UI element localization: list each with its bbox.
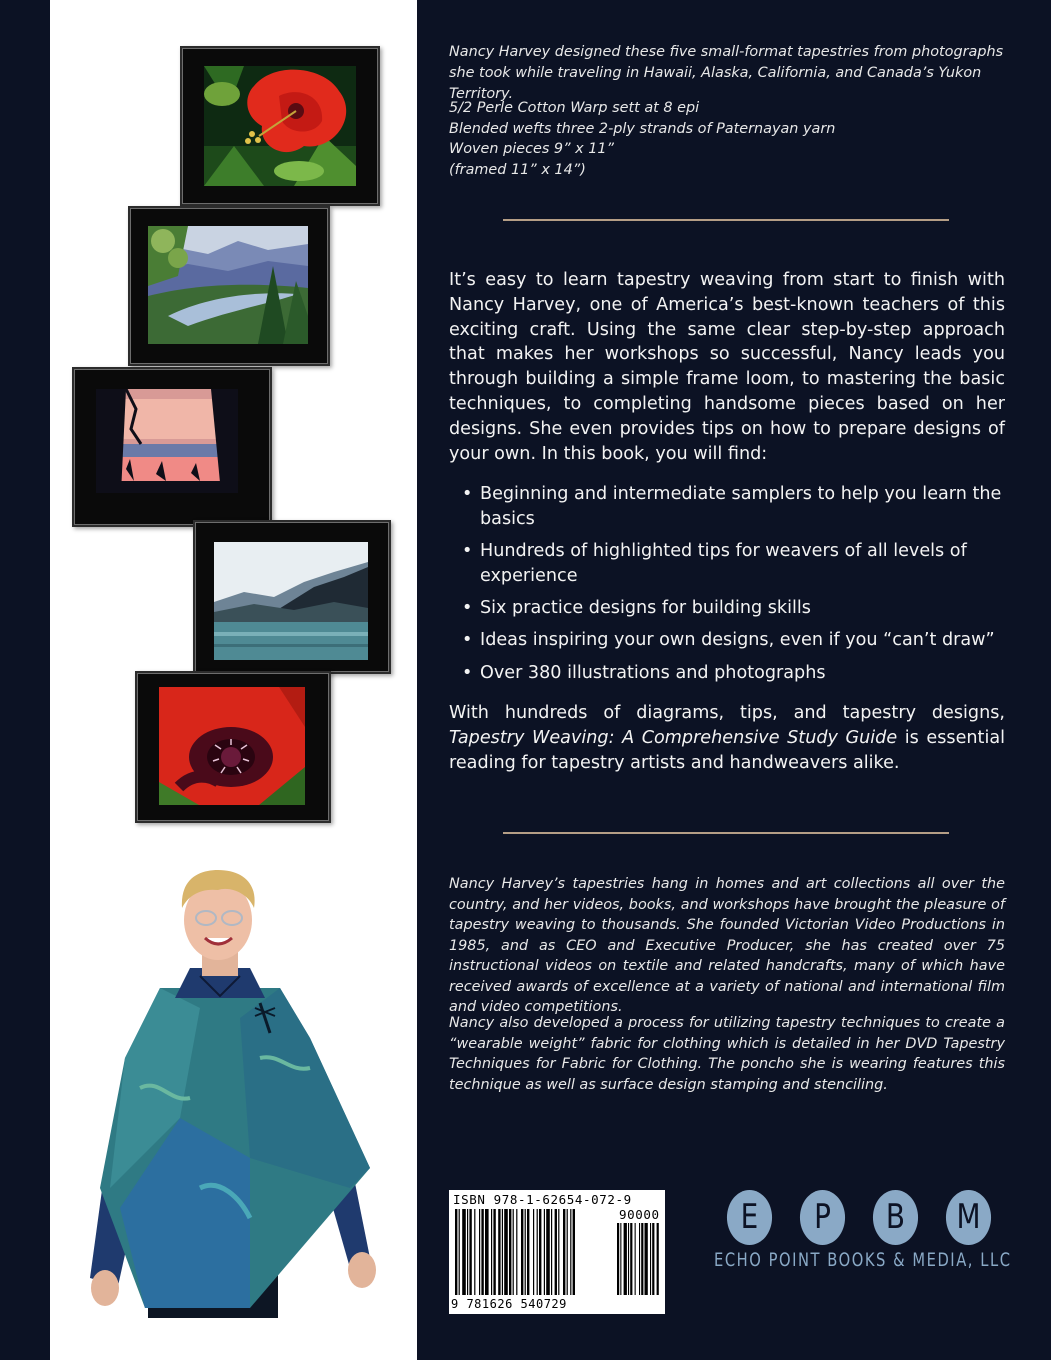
bullet-marker: • — [462, 598, 473, 619]
hibiscus-image — [204, 66, 356, 186]
spec-framed-size: (framed 11” x 14”) — [449, 161, 586, 178]
feature-text: Over 380 illustrations and photographs — [480, 662, 826, 683]
divider-rule-top — [503, 219, 949, 221]
price-code: 90000 — [619, 1207, 660, 1222]
logo-letter-e: E — [727, 1190, 772, 1245]
barcode-number: 9 781626 540729 — [451, 1297, 567, 1311]
tapestry-poppy — [135, 671, 331, 823]
book-description: It’s easy to learn tapestry weaving from start to finish with Nancy Harvey, one of America’s best-known teachers of this exciting craft. Using the same clear step-by-step approach that makes her workshops so successful, Nancy leads you through building a simple frame loom, to mastering the basic techniques, to completing handsome pieces based on her designs. She even provides tips on how to prepare designs of your own. In this book, you will find: — [449, 270, 1005, 464]
author-illustration — [50, 858, 384, 1318]
bullet-marker: • — [462, 662, 473, 683]
feature-item — [449, 628, 1005, 653]
author-bio: Nancy Harvey’s tapestries hang in homes and art collections all over the country, and her videos, books, and workshops have brought the pleasure of tapestry weaving to thousands. She founded Victorian Video Productions in 1985, and as CEO and Executive Producer, she has created over 75 instructional videos on textile and related handcrafts, many of which have received awards of excellence at a variety of national and international film and video competitions. — [449, 876, 1005, 1015]
divider-rule-bottom — [503, 832, 949, 834]
feature-item — [449, 596, 1005, 621]
back-cover-text-panel — [417, 0, 1051, 1360]
closing-paragraph — [449, 701, 1005, 775]
logo-letter-m: M — [946, 1190, 991, 1245]
bullet-marker: • — [462, 630, 473, 651]
spec-size: Woven pieces 9” x 11” — [449, 141, 614, 157]
closing-before: With hundreds of diagrams, tips, and tapestry designs, — [449, 703, 1005, 723]
isbn-barcode — [449, 1190, 665, 1314]
sunset-image — [96, 389, 238, 493]
logo-letter-b: B — [873, 1190, 918, 1245]
tapestry-lake-mountains — [193, 520, 391, 674]
logo-letter-p: P — [800, 1190, 845, 1245]
tapestry-hibiscus — [180, 46, 380, 206]
tapestry-mountain-river — [128, 206, 330, 366]
feature-list — [449, 482, 1005, 693]
author-photo-nancy-harvey — [50, 858, 384, 1318]
feature-item — [449, 482, 1005, 532]
author-bio-continued: Nancy also developed a process for utilizing tapestry techniques to create a “wearable weight” fabric for clothing which is detailed in her DVD Tapestry Techniques for Fabric for Clothing. The poncho she is wearing features this technique as well as surface design stamping and stenciling. — [449, 1015, 1005, 1093]
bullet-marker: • — [462, 541, 473, 562]
tapestry-sunset-silhouette — [72, 367, 272, 527]
tapestry-specs — [449, 98, 1014, 180]
feature-item — [449, 539, 1005, 589]
book-spine-edge — [0, 0, 50, 1360]
bullet-marker: • — [462, 484, 473, 504]
feature-text: Hundreds of highlighted tips for weavers of all levels of experience — [480, 541, 967, 586]
intro-text: Nancy Harvey designed these five small-format tapestries from photographs she took while traveling in Hawaii, Alaska, California, and Canada’s Yukon Territory. — [449, 44, 1004, 102]
feature-text: Ideas inspiring your own designs, even if you “can’t draw” — [480, 630, 995, 651]
spec-warp: 5/2 Perle Cotton Warp sett at 8 epi — [449, 100, 700, 116]
feature-text: Six practice designs for building skills — [480, 598, 811, 619]
publisher-name: ECHO POINT BOOKS & MEDIA, LLC — [714, 1249, 1012, 1271]
poppy-image — [159, 687, 305, 805]
isbn-label: ISBN 978-1-62654-072-9 — [453, 1192, 632, 1207]
lake-image — [214, 542, 368, 660]
feature-item — [449, 661, 1005, 686]
barcode-bars — [455, 1209, 659, 1297]
feature-text: Beginning and intermediate samplers to help you learn the basics — [480, 484, 1002, 529]
book-title: Tapestry Weaving: A Comprehensive Study Guide — [449, 727, 898, 748]
mountain-river-image — [148, 226, 308, 344]
spec-wefts: Blended wefts three 2-ply strands of Paternayan yarn — [449, 120, 836, 137]
closing-after: is essential reading for tapestry artists and handweavers alike. — [449, 727, 1005, 773]
